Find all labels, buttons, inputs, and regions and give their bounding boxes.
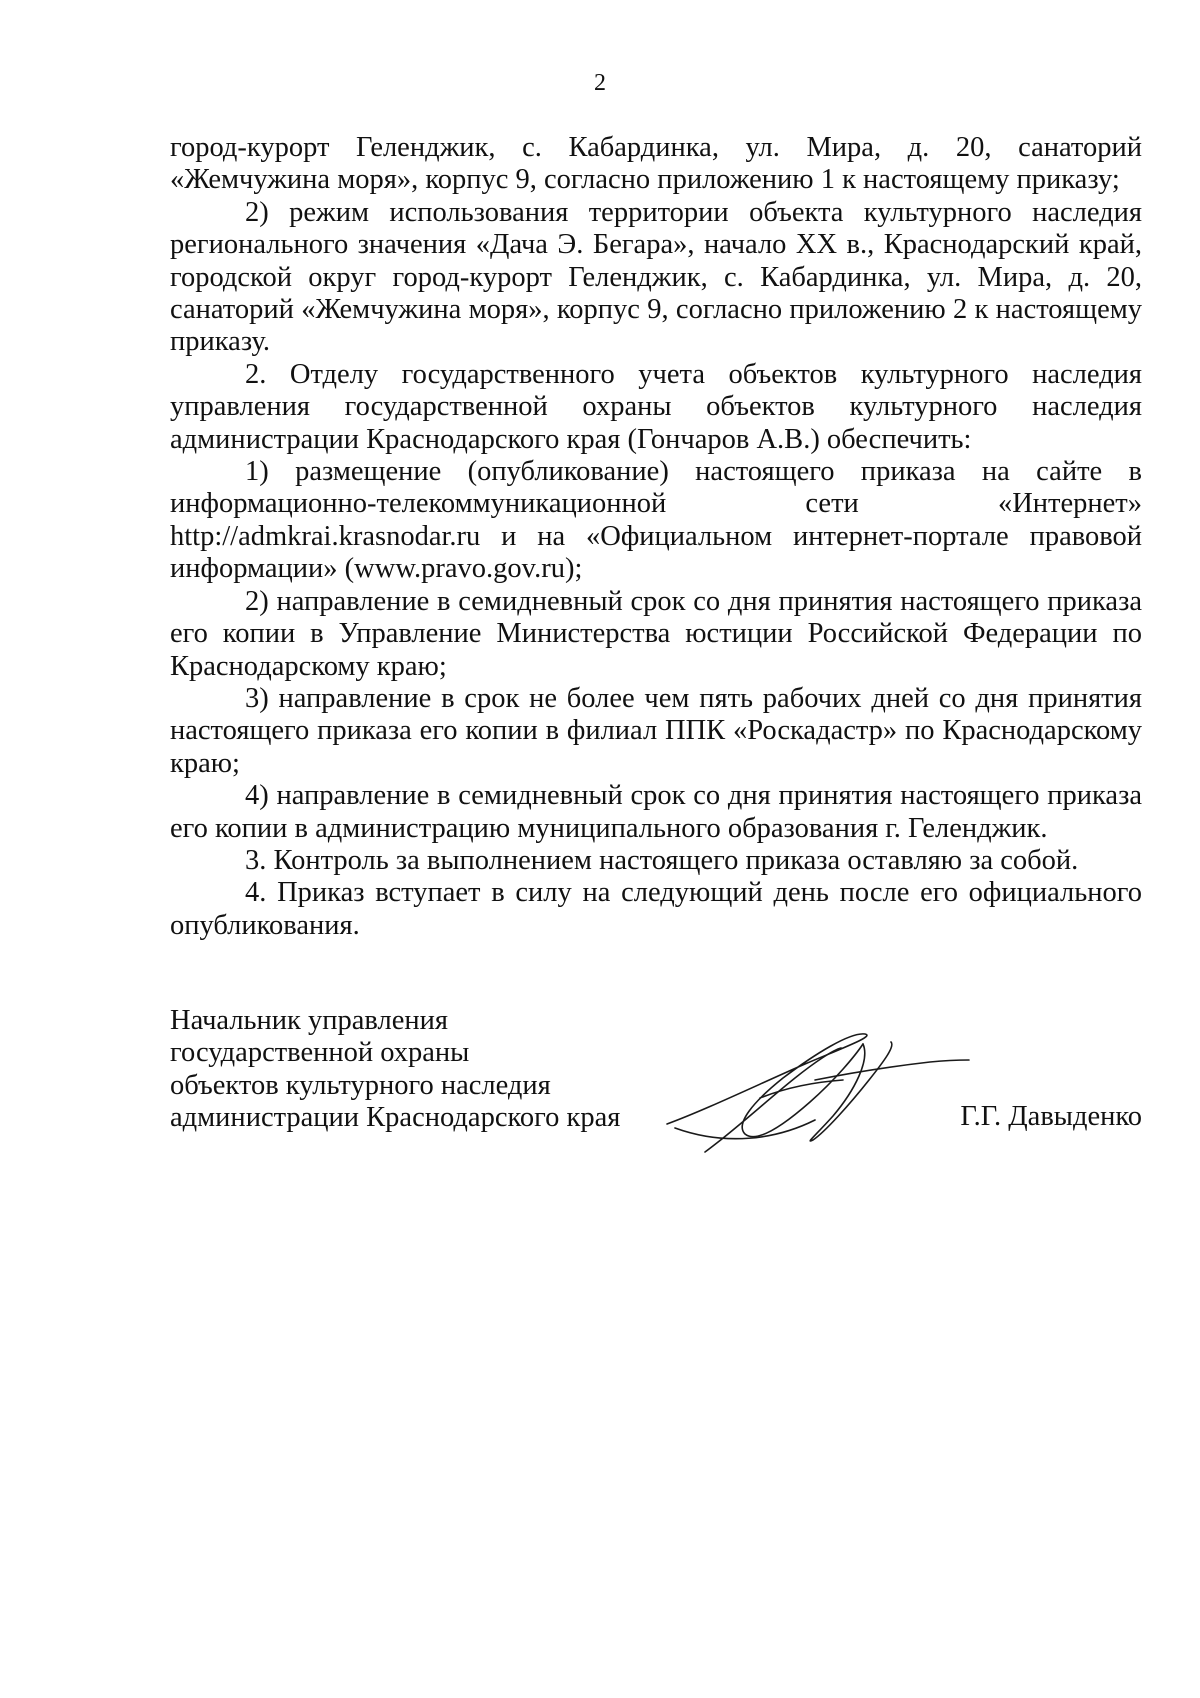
- body-paragraph: 3. Контроль за выполнением настоящего приказа оставляю за собой.: [245, 844, 1079, 876]
- signatory-title: [170, 1005, 620, 1135]
- signatory-title-line: объектов культурного наследия: [170, 1069, 551, 1101]
- body-paragraph: 4. Приказ вступает в силу на следующий день после его официального опубликования.: [170, 877, 1142, 941]
- body-paragraph: 3) направление в срок не более чем пять рабочих дней со дня принятия настоящего приказа его копии в филиал ППК «Роскадастр» по Краснодарскому краю;: [170, 682, 1142, 779]
- body-paragraph: 2) режим использования территории объекта культурного наследия регионального значения «Дача Э. Бегара», начало XX в., Краснодарский край, городской округ город-курорт Геленджик, с. Кабардинка, ул. Мира, д. 20, санаторий «Жемчужина моря», корпус 9, согласно приложению 2 к настоящему приказу.: [170, 196, 1142, 358]
- signatory-title-line: Начальник управления: [170, 1005, 448, 1036]
- handwritten-signature: [665, 1020, 970, 1160]
- page-number: 2: [594, 70, 606, 96]
- document-body: [170, 132, 1142, 942]
- body-paragraph: 2) направление в семидневный срок со дня принятия настоящего приказа его копии в Управление Министерства юстиции Российской Федерации по Краснодарскому краю;: [170, 585, 1142, 682]
- body-paragraph: 1) размещение (опубликование) настоящего приказа на сайте в информационно-телекоммуникационной сети «Интернет» http://admkrai.krasnodar.ru и на «Официальном интернет-портале правовой информации» (www.pravo.gov.ru);: [170, 456, 1142, 585]
- signatory-title-line: государственной охраны: [170, 1037, 470, 1069]
- signatory-name: Г.Г. Давыденко: [960, 1101, 1142, 1132]
- signatory-title-line: администрации Краснодарского края: [170, 1102, 621, 1134]
- body-paragraph: 2. Отделу государственного учета объектов культурного наследия управления государственной охраны объектов культурного наследия администрации Краснодарского края (Гончаров А.В.) обеспечить:: [170, 358, 1142, 455]
- body-paragraph: город-курорт Геленджик, с. Кабардинка, ул. Мира, д. 20, санаторий «Жемчужина моря», корпус 9, согласно приложению 1 к настоящему приказу;: [170, 132, 1142, 196]
- body-paragraph: 4) направление в семидневный срок со дня принятия настоящего приказа его копии в администрацию муниципального образования г. Геленджик.: [170, 780, 1142, 844]
